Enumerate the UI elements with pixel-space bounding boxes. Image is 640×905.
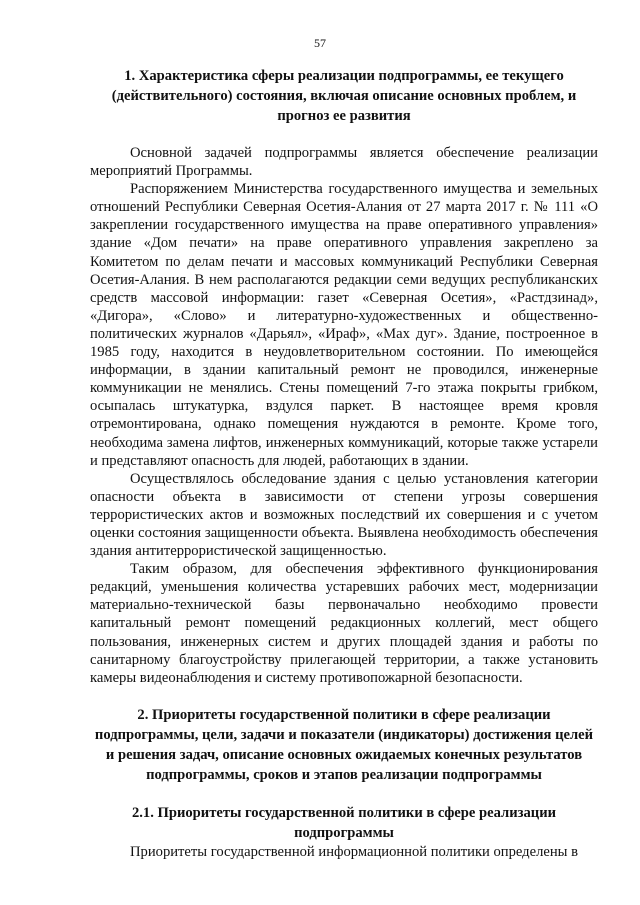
section-1-paragraph: Осуществлялось обследование здания с целью установления категории опасности объекта в зависимости от степени угрозы совершения террористических актов и возможных последствий их совершения и с учетом оценки состояния защищенности объекта. Выявлена необходимость обеспечения здания антитеррористической защищенностью. [90,470,598,560]
section-1-heading: 1. Характеристика сферы реализации подпрограммы, ее текущего (действительного) состояния, включая описание основных проблем, и прогноз ее развития [111,68,577,124]
page-number: 57 [314,36,326,50]
section-1-paragraph: Распоряжением Министерства государственного имущества и земельных отношений Республики Северная Осетия-Алания от 27 марта 2017 г. № 111 «О закреплении государственного имущества на праве оперативного управления» здание «Дом печати» на праве оперативного управления закреплено за Комитетом по делам печати и массовых коммуникаций Республики Северная Осетия-Алания. В нем располагаются редакции семи ведущих республиканских средств массовой информации: газет «Северная Осетия», «Растдзинад», «Дигора», «Слово» и литературно-художественных и общественно-политических журналов «Дарьял», «Ираф», «Мах дуг». Здание, построенное в 1985 году, находится в неудовлетворительном состоянии. По имеющейся информации, в здании капитальный ремонт не проводился, инженерные коммуникации не менялись. Стены помещений 7-го этажа покрыты грибком, осыпалась штукатурка, вздулся паркет. В настоящее время кровля отремонтирована, однако помещения нуждаются в ремонте. Кроме того, необходима замена лифтов, инженерных коммуникаций, которые также устарели и представляют опасность для людей, работающих в здании. [90,181,598,469]
section-2-heading: 2. Приоритеты государственной политики в сфере реализации подпрограммы, цели, задачи и показатели (индикаторы) достижения целей и решения задач, описание основных ожидаемых конечных результатов подпрограммы, сроков и этапов реализации подпрограммы [94,706,594,783]
section-1-paragraph: Основной задачей подпрограммы является обеспечение реализации мероприятий Программы. [90,145,598,180]
section-2-1-paragraph: Приоритеты государственной информационной политики определены в [130,843,578,860]
section-2-1-heading: 2.1. Приоритеты государственной политики в сфере реализации подпрограммы [131,804,557,841]
page-content [90,66,598,861]
section-1-paragraph: Таким образом, для обеспечения эффективного функционирования редакций, уменьшения количества устаревших рабочих мест, модернизации материально-технической базы первоначально необходимо провести капитальный ремонт помещений редакционных коллегий, мест общего пользования, инженерных систем и других площадей здания и работы по санитарному благоустройству прилегающей территории, а также установить камеры видеонаблюдения и систему противопожарной безопасности. [90,561,598,686]
